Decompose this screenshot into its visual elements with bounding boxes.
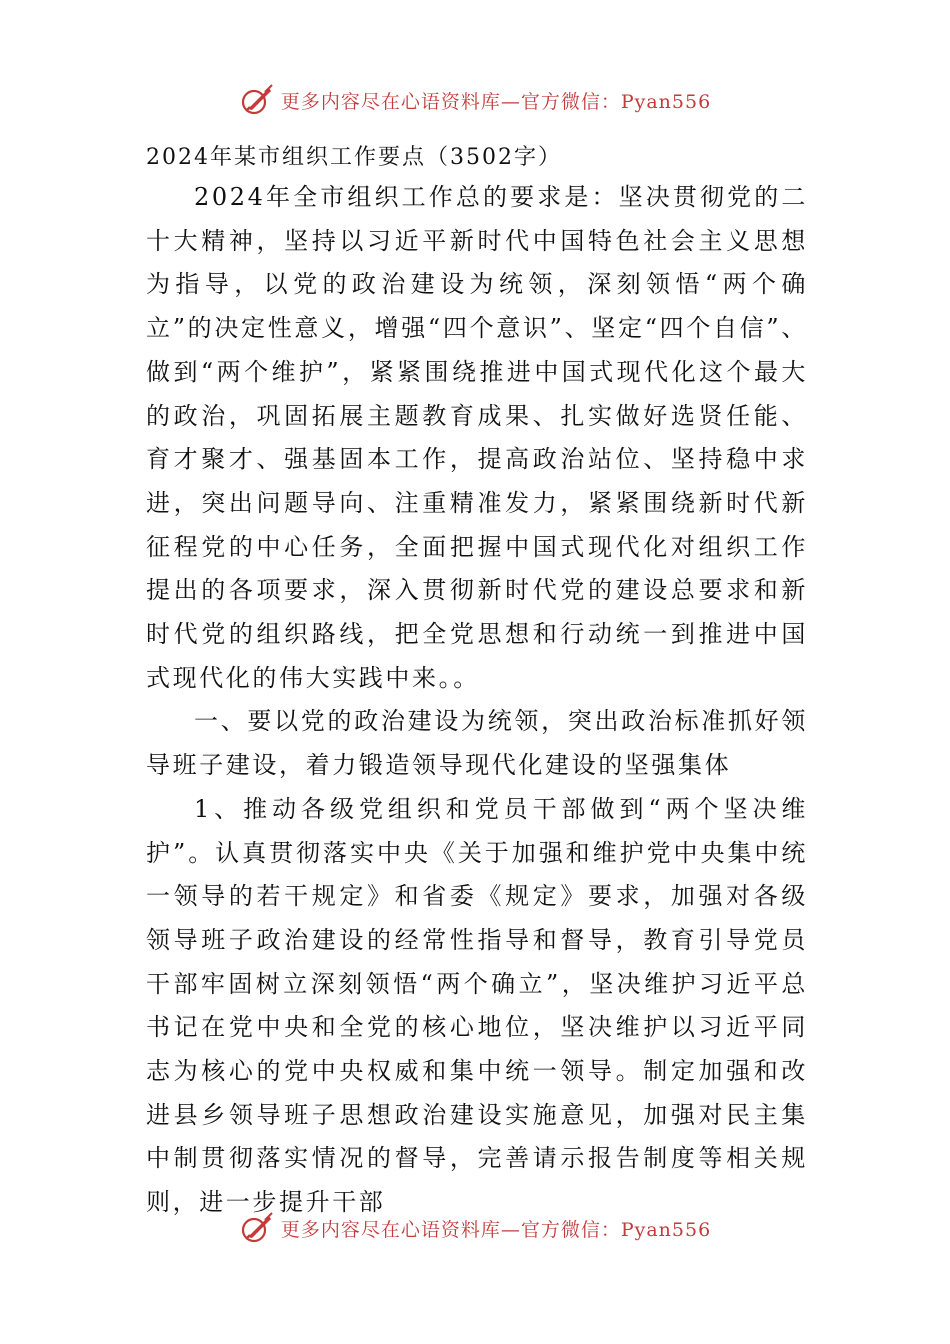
document-body — [146, 140, 808, 1225]
document-title: 2024年某市组织工作要点（3502字） — [146, 145, 562, 170]
header-banner — [0, 80, 950, 120]
quill-pen-logo-icon — [239, 1210, 275, 1246]
footer-banner — [0, 1208, 950, 1248]
header-banner-text: 更多内容尽在心语资料库—官方微信：Pyan556 — [280, 90, 712, 113]
footer-banner-text: 更多内容尽在心语资料库—官方微信：Pyan556 — [280, 1218, 712, 1241]
quill-pen-logo-icon — [239, 82, 275, 118]
section-heading-1: 一、要以党的政治建设为统领，突出政治标准抓好领导班子建设，着力锻造领导现代化建设的坚强集体 — [146, 707, 808, 780]
item-paragraph-1: 1、推动各级党组织和党员干部做到“两个坚决维护”。认真贯彻落实中央《关于加强和维护党中央集中统一领导的若干规定》和省委《规定》要求，加强对各级领导班子政治建设的经常性指导和督导，教育引导党员干部牢固树立深刻领悟“两个确立”，坚决维护习近平总书记在党中央和全党的核心地位，坚决维护以习近平同志为核心的党中央权威和集中统一领导。制定加强和改进县乡领导班子思想政治建设实施意见，加强对民主集中制贯彻落实情况的督导，完善请示报告制度等相关规则，进一步提升干部 — [146, 794, 808, 1217]
intro-paragraph: 2024年全市组织工作总的要求是：坚决贯彻党的二十大精神，坚持以习近平新时代中国特色社会主义思想为指导，以党的政治建设为统领，深刻领悟“两个确立”的决定性意义，增强“四个意识”、坚定“四个自信”、做到“两个维护”，紧紧围绕推进中国式现代化这个最大的政治，巩固拓展主题教育成果、扎实做好选贤任能、育才聚才、强基固本工作，提高政治站位、坚持稳中求进，突出问题导向、注重精准发力，紧紧围绕新时代新征程党的中心任务，全面把握中国式现代化对组织工作提出的各项要求，深入贯彻新时代党的建设总要求和新时代党的组织路线，把全党思想和行动统一到推进中国式现代化的伟大实践中来。。 — [146, 183, 808, 692]
